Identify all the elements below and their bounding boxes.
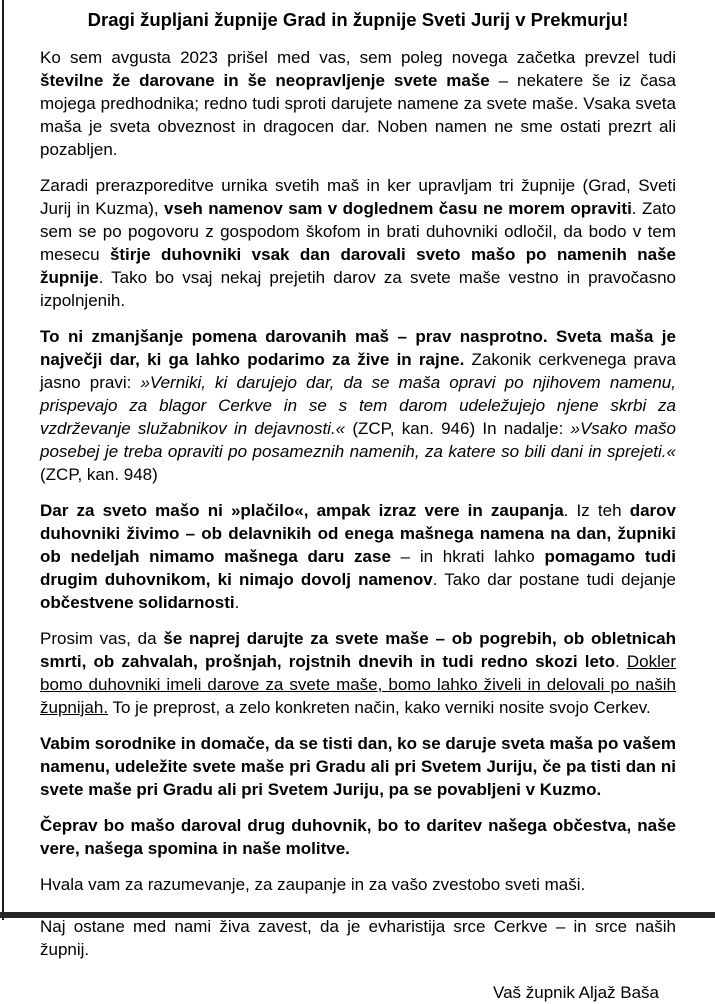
text-run: Ko sem avgusta 2023 prišel med vas, sem poleg novega začetka prevzel tudi: [40, 48, 676, 67]
text-run: Hvala vam za razumevanje, za zaupanje in za vašo zvestobo sveti maši.: [40, 875, 586, 894]
text-run: Prosim vas, da: [40, 629, 164, 648]
paragraph: [40, 46, 676, 161]
text-run: . Tako bo vsaj nekaj prejetih darov za svete maše vestno in pravočasno izpolnjenih.: [40, 268, 676, 310]
text-run: .: [614, 652, 627, 671]
text-run: (ZCP, kan. 948): [40, 465, 158, 484]
text-run: . Tako dar postane tudi dejanje: [432, 570, 676, 589]
text-run: – nekatere še iz časa mojega predhodnika; redno tudi sproti darujete namene za svete maše. Vsaka sveta maša je sveta obveznost in dragocen dar. Noben namen ne sme ostati prezrt ali pozabljen.: [40, 71, 676, 159]
text-run-bold: pomagamo tudi drugim duhovnikom, ki nimajo dovolj namenov: [40, 547, 677, 589]
text-run-bold: štirje duhovniki vsak dan darovali sveto mašo po namenih naše župnije: [40, 245, 677, 287]
text-run-bold: vseh namenov sam v doglednem času ne morem opraviti: [164, 199, 632, 218]
text-run: – in hkrati lahko: [390, 547, 545, 566]
text-run: . Zato sem se po pogovoru z gospodom škofom in brati duhovniki odločil, da bodo v tem mesecu: [40, 199, 676, 264]
letter-title: Dragi župljani župnije Grad in župnije Sveti Jurij v Prekmurju!: [87, 9, 629, 30]
text-run-bold: To ni zmanjšanje pomena darovanih maš – prav nasprotno. Sveta maša je največji dar, ki ga lahko podarimo za žive in rajne.: [40, 327, 676, 369]
text-run-italic: »Vsako mašo posebej je treba opraviti po posameznih namenih, za katere so bili dani in sprejeti.«: [40, 419, 677, 461]
letter-body: [40, 0, 676, 1004]
paragraph: [40, 873, 676, 896]
text-run: Naj ostane med nami živa zavest, da je evharistija srce Cerkve – in srce naših župnij.: [40, 917, 676, 959]
text-run: .: [234, 593, 240, 612]
text-run-bold: Vabim sorodnike in domače, da se tisti dan, ko se daruje sveta maša po vašem namenu, udeležite svete maše pri Gradu ali pri Svetem Juriju, če pa tisti dan ni svete maše pri Gradu ali pri Svetem Juriju, pa se povabljeni v Kuzmo.: [40, 734, 676, 799]
text-run-bold: Čeprav bo mašo daroval drug duhovnik, bo to daritev našega občestva, naše vere, našega spomina in naše molitve.: [40, 816, 676, 858]
text-run-bold: občestvene solidarnosti: [40, 593, 235, 612]
scan-edge-left: [2, 0, 4, 920]
text-run-italic: »Verniki, ki darujejo dar, da se maša opravi po njihovem namenu, prispevajo za blagor Cerkve in se s tem darom udeležujejo njene skrbi za vzdrževanje služabnikov in dejavnosti.«: [40, 373, 676, 438]
text-run-underline: Dokler bomo duhovniki imeli darove za svete maše, bomo lahko živeli in delovali po naših župnijah.: [40, 652, 676, 717]
text-run: Zaradi prerazporeditve urnika svetih maš in ker upravljam tri župnije (Grad, Sveti Jurij in Kuzma),: [40, 176, 676, 218]
paragraph: [40, 732, 676, 801]
text-run-bold: številne že darovane in še neopravljenje svete maše: [40, 71, 490, 90]
paragraph: [40, 627, 676, 719]
text-run: Zakonik cerkvenega prava jasno pravi:: [40, 350, 676, 392]
paragraph: [40, 174, 676, 312]
paragraph: [40, 915, 676, 961]
text-run-bold: še naprej darujte za svete maše – ob pogrebih, ob obletnicah smrti, ob zahvalah, prošnjah, rojstnih dnevih in tudi redno skozi leto: [40, 629, 677, 671]
text-run: To je preprost, a zelo konkreten način, kako verniki nosite svojo Cerkev.: [108, 698, 651, 717]
paragraph: [40, 499, 676, 614]
text-run-bold: darov duhovniki živimo – ob delavnikih od enega mašnega namena na dan, župniki ob nedeljah nimamo mašnega daru zase: [40, 501, 676, 566]
signature: Vaš župnik Aljaž Baša: [493, 983, 659, 1002]
text-run: . Iz teh: [563, 501, 630, 520]
text-run: (ZCP, kan. 946) In nadalje:: [345, 419, 571, 438]
text-run-bold: Dar za sveto mašo ni »plačilo«, ampak izraz vere in zaupanja: [40, 501, 564, 520]
paragraph: [40, 814, 676, 860]
paragraph: [40, 325, 676, 486]
